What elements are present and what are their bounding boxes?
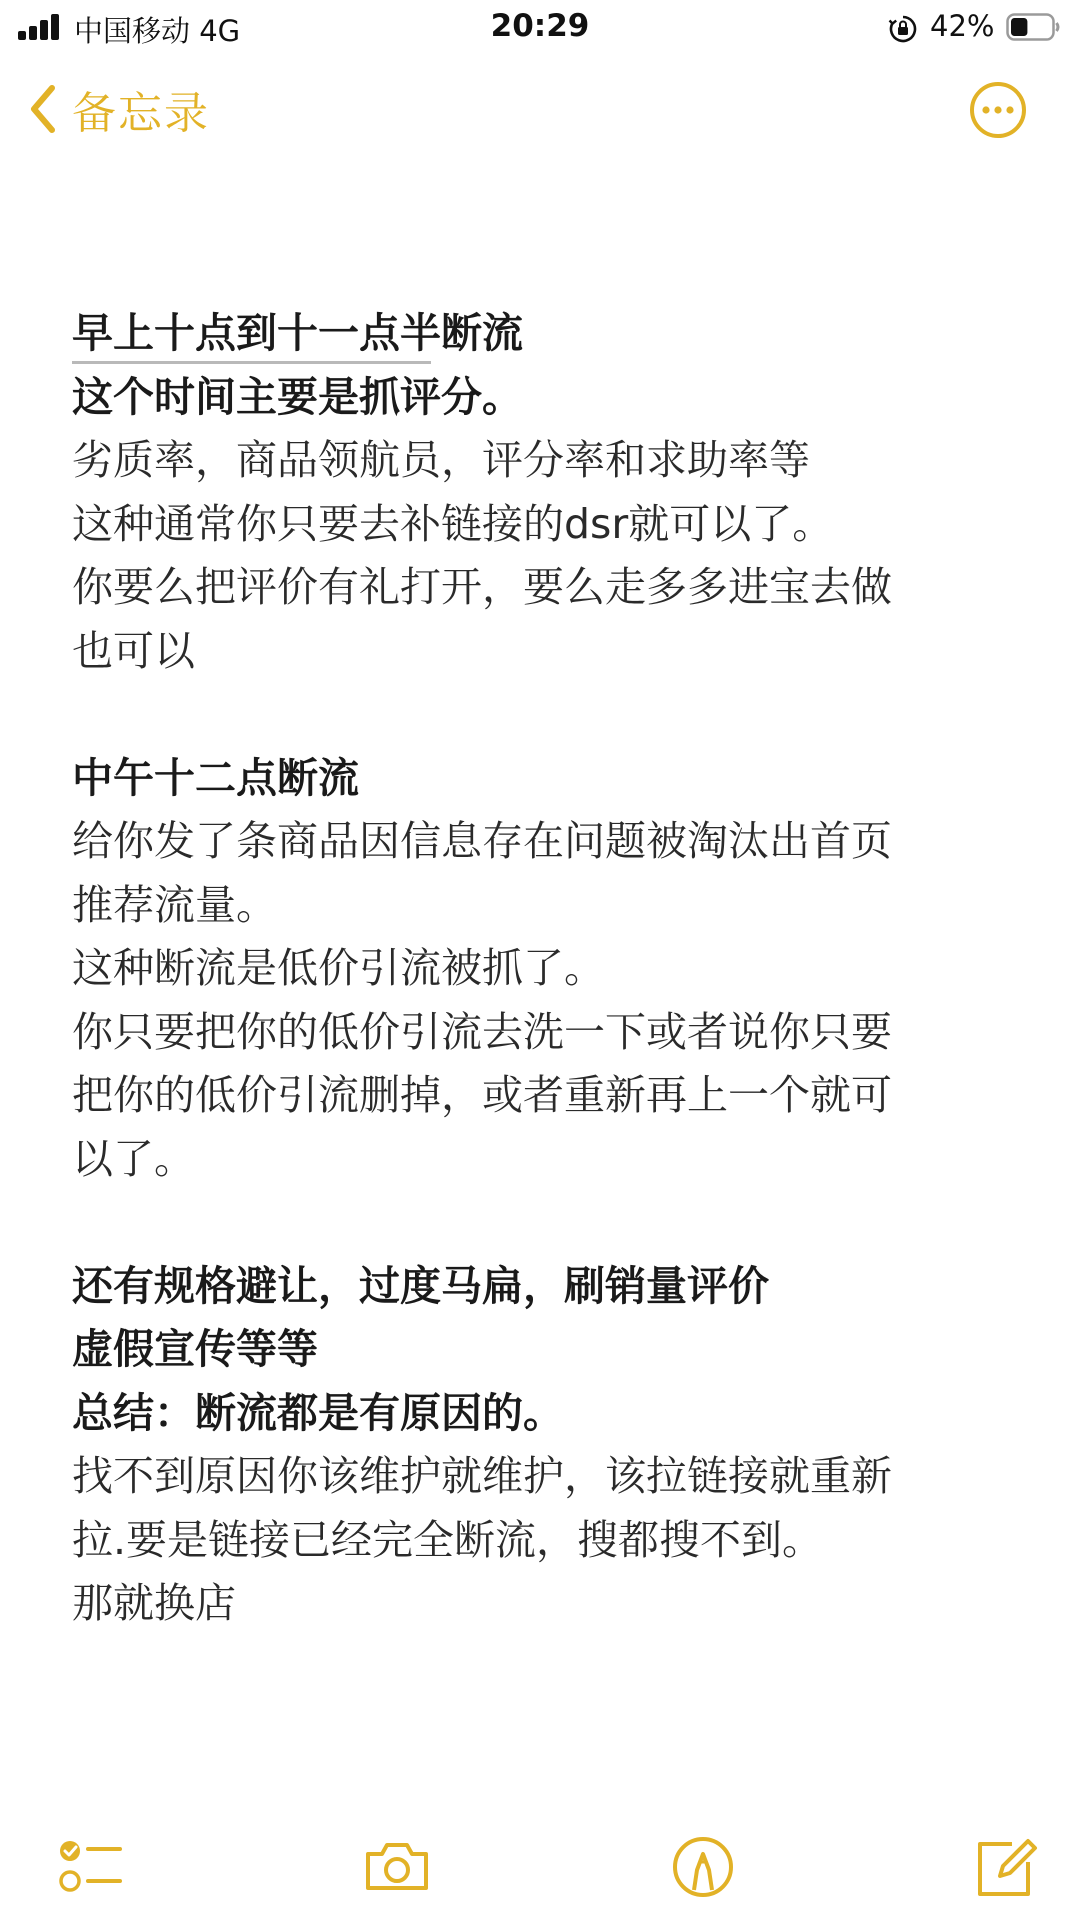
- camera-icon[interactable]: [362, 1832, 432, 1902]
- note-line: 以了。: [72, 1134, 195, 1183]
- note-body[interactable]: [72, 302, 1012, 1636]
- note-section-heading: 还有规格避让，过度马扁，刷销量评价: [72, 1261, 769, 1310]
- note-line: 你要么把评价有礼打开，要么走多多进宝去做: [72, 563, 892, 611]
- status-time: 20:29: [490, 8, 590, 44]
- note-line: 这个时间主要是抓评分。: [72, 372, 523, 421]
- back-button[interactable]: [28, 78, 210, 140]
- note-line: 这种通常你只要去补链接的dsr就可以了。: [72, 499, 834, 548]
- note-line: 虚假宣传等等: [72, 1325, 318, 1373]
- battery-icon: [1006, 13, 1060, 41]
- note-summary: 总结：断流都是有原因的。: [72, 1388, 564, 1437]
- note-line: 那就换店: [72, 1579, 236, 1627]
- note-title-text: 早上十点到十一点半断流: [72, 302, 523, 366]
- back-button-label: 备忘录: [72, 88, 210, 139]
- note-line: 把你的低价引流删掉，或者重新再上一个就可: [72, 1071, 892, 1119]
- note-blank-line: [72, 683, 1012, 747]
- note-line: 劣质率，商品领航员，评分率和求助率等: [72, 436, 810, 484]
- compose-icon[interactable]: [970, 1832, 1040, 1902]
- chevron-left-icon: [28, 84, 58, 134]
- battery-percent: 42%: [930, 9, 995, 43]
- note-line: 推荐流量。: [72, 880, 277, 929]
- note-line: 也可以: [72, 626, 195, 675]
- bottom-toolbar: [0, 1832, 1080, 1920]
- note-line: 找不到原因你该维护就维护，该拉链接就重新: [72, 1452, 892, 1500]
- note-line: 拉.要是链接已经完全断流，搜都搜不到。: [72, 1515, 824, 1564]
- status-bar: [0, 0, 1080, 58]
- note-line: 这种断流是低价引流被抓了。: [72, 944, 605, 992]
- orientation-lock-icon: [888, 14, 918, 44]
- note-blank-line: [72, 1191, 1012, 1255]
- markup-pen-icon[interactable]: [668, 1832, 738, 1902]
- note-title: [72, 302, 1012, 366]
- note-section-heading: 中午十二点断流: [72, 753, 359, 802]
- more-options-icon[interactable]: [968, 80, 1028, 140]
- note-line: 你只要把你的低价引流去洗一下或者说你只要: [72, 1007, 892, 1056]
- carrier-label: 中国移动 4G: [74, 14, 241, 48]
- note-line: 给你发了条商品因信息存在问题被淘汰出首页: [72, 817, 892, 865]
- checklist-icon[interactable]: [56, 1832, 126, 1902]
